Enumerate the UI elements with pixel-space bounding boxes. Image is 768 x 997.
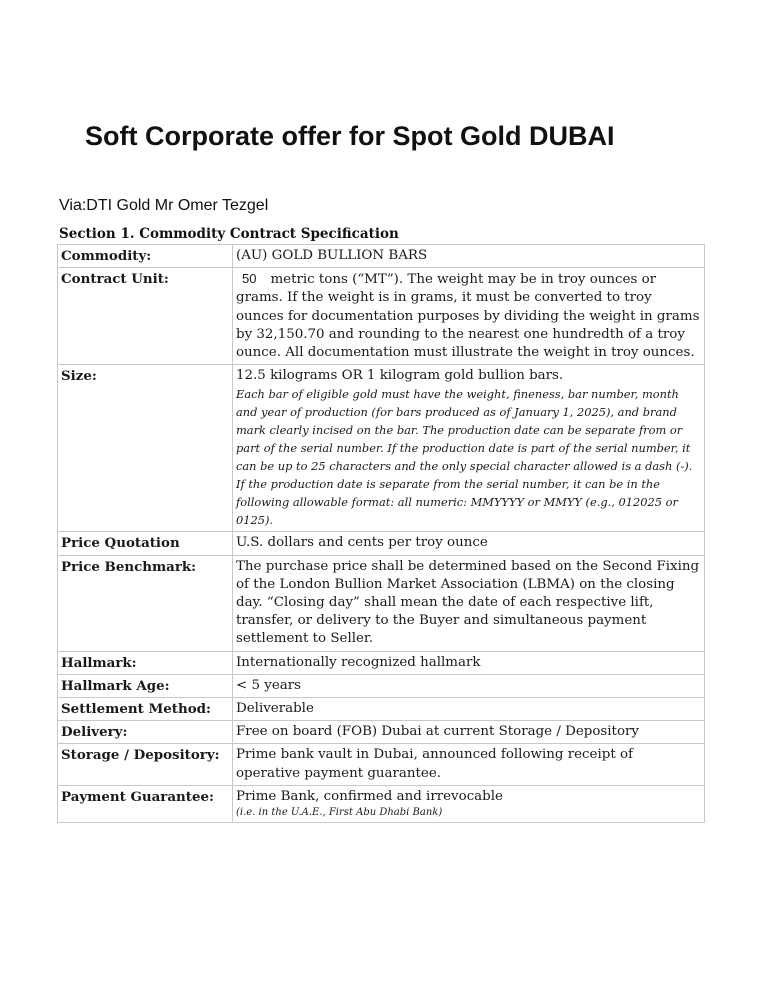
contract-unit-number: 50 (242, 271, 257, 287)
row-value-cell (233, 365, 705, 532)
table-row (58, 268, 705, 365)
row-label: Storage / Depository: (58, 744, 233, 785)
row-label: Price Benchmark: (58, 555, 233, 651)
row-value: Prime bank vault in Dubai, announced following receipt of operative payment guarantee. (233, 744, 705, 785)
table-row (58, 532, 705, 555)
row-label: Hallmark Age: (58, 674, 233, 697)
row-label: Delivery: (58, 721, 233, 744)
row-value-cell (233, 268, 705, 365)
row-value: metric tons (“MT”). The weight may be in troy ounces or grams. If the weight is in grams, it must be converted to troy ounces for documentation purposes by dividing the weight in grams by 32,150.70 and rounding to the nearest one hundredth of a troy ounce. All documentation must illustrate the weight in troy ounces. (236, 272, 700, 361)
table-row (58, 651, 705, 674)
row-value: 12.5 kilograms OR 1 kilogram gold bullion bars. (236, 368, 564, 384)
payment-guarantee-note: (i.e. in the U.A.E., First Abu Dhabi Bank) (236, 807, 443, 819)
table-row (58, 721, 705, 744)
row-value: Free on board (FOB) Dubai at current Storage / Depository (233, 721, 705, 744)
document-title: Soft Corporate offer for Spot Gold DUBAI (85, 121, 615, 151)
row-value-cell (233, 785, 705, 822)
table-row (58, 744, 705, 785)
table-row (58, 674, 705, 697)
size-note: Each bar of eligible gold must have the weight, fineness, bar number, month and year of production (for bars produced as of January 1, 2025), and brand mark clearly incised on the bar. The production date can be separate from or part of the serial number. If the production date is part of the serial number, it can be up to 25 characters and the only special character allowed is a dash (-). If the production date is separate from the serial number, it can be in the following allowable format: all numeric: MMYYYY or MMYY (e.g., 012025 or 0125). (236, 387, 693, 528)
row-value: U.S. dollars and cents per troy ounce (233, 532, 705, 555)
row-value: Internationally recognized hallmark (233, 651, 705, 674)
row-label: Size: (58, 365, 233, 532)
row-value: The purchase price shall be determined based on the Second Fixing of the London Bullion Market Association (LBMA) on the closing day. “Closing day” shall mean the date of each respective lift, transfer, or delivery to the Buyer and simultaneous payment settlement to Seller. (233, 555, 705, 651)
row-label: Contract Unit: (58, 268, 233, 365)
row-label: Payment Guarantee: (58, 785, 233, 822)
row-value: Deliverable (233, 698, 705, 721)
table-row (58, 245, 705, 268)
contract-specification-table (57, 244, 705, 823)
row-value: Prime Bank, confirmed and irrevocable (236, 788, 503, 804)
row-label: Commodity: (58, 245, 233, 268)
via-line: Via:DTI Gold Mr Omer Tezgel (59, 197, 269, 214)
row-label: Price Quotation (58, 532, 233, 555)
row-label: Settlement Method: (58, 698, 233, 721)
table-row (58, 785, 705, 822)
row-value: (AU) GOLD BULLION BARS (233, 245, 705, 268)
section-heading: Section 1. Commodity Contract Specification (59, 226, 399, 242)
row-label: Hallmark: (58, 651, 233, 674)
row-value: < 5 years (233, 674, 705, 697)
table-row (58, 555, 705, 651)
table-row (58, 698, 705, 721)
table-row (58, 365, 705, 532)
